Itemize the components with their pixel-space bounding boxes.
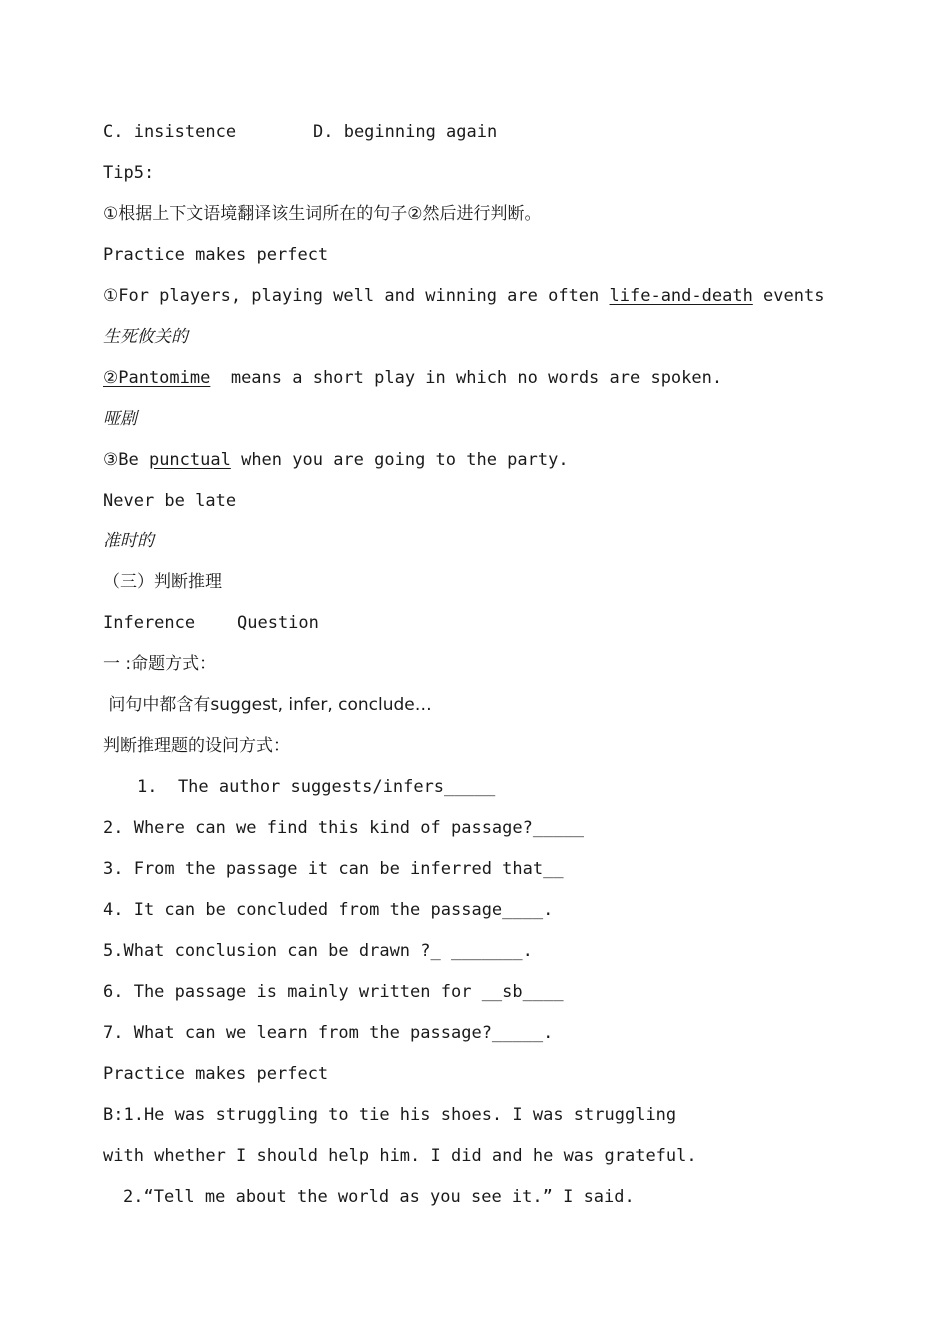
option-c: C. insistence <box>103 122 237 142</box>
item1-term: life-and-death <box>609 286 753 306</box>
question-item: 3. From the passage it can be inferred that__ <box>103 859 564 879</box>
item3-term: punctual <box>148 450 231 470</box>
passage-b1-line1: B:1.He was struggling to tie his shoes. I was struggling <box>103 1105 677 1125</box>
passage-b1-line2: with whether I should help him. I did and he was grateful. <box>103 1146 697 1166</box>
practice-heading: Practice makes perfect <box>103 245 329 265</box>
section-subtitle-a: Inference <box>103 613 196 633</box>
passage-b2: 2.“Tell me about the world as you see it.” I said. <box>123 1187 635 1207</box>
item1-pre: ①For players, playing well and winning are often <box>103 286 610 306</box>
practice-heading-2: Practice makes perfect <box>103 1064 329 1084</box>
method-text: 问句中都含有suggest, infer, conclude… <box>103 695 432 715</box>
practice-item-2 <box>103 367 722 389</box>
question-item: 1. The author suggests/infers_____ <box>137 777 496 797</box>
option-d: D. beginning again <box>313 122 498 142</box>
item2-term: ②Pantomime <box>103 368 211 388</box>
tip5-label: Tip5: <box>103 163 155 183</box>
item2-meaning: 哑剧 <box>103 409 137 429</box>
question-item: 7. What can we learn from the passage?_____. <box>103 1023 554 1043</box>
question-item: 4. It can be concluded from the passage____. <box>103 900 554 920</box>
item3-post: when you are going to the party. <box>230 450 569 470</box>
item3-meaning: 准时的 <box>103 531 154 551</box>
question-item: 2. Where can we find this kind of passage?_____ <box>103 818 585 838</box>
practice-item-3 <box>103 449 569 471</box>
tip5-text: ①根据上下文语境翻译该生词所在的句子②然后进行判断。 <box>103 204 542 224</box>
item2-post: means a short play in which no words are spoken. <box>210 368 723 388</box>
item1-post: events <box>752 286 825 306</box>
practice-item-1 <box>103 285 824 307</box>
question-label: 判断推理题的设问方式： <box>103 736 290 756</box>
item1-meaning: 生死攸关的 <box>103 327 188 347</box>
method-label: 一 :命题方式： <box>103 654 217 674</box>
item3-pre: ③Be <box>103 450 149 470</box>
question-item: 6. The passage is mainly written for __sb____ <box>103 982 564 1002</box>
section-subtitle-b: Question <box>237 613 319 633</box>
question-item: 5.What conclusion can be drawn ?_ _______. <box>103 941 533 961</box>
section-title: （三）判断推理 <box>103 572 222 592</box>
item3-hint: Never be late <box>103 491 237 511</box>
